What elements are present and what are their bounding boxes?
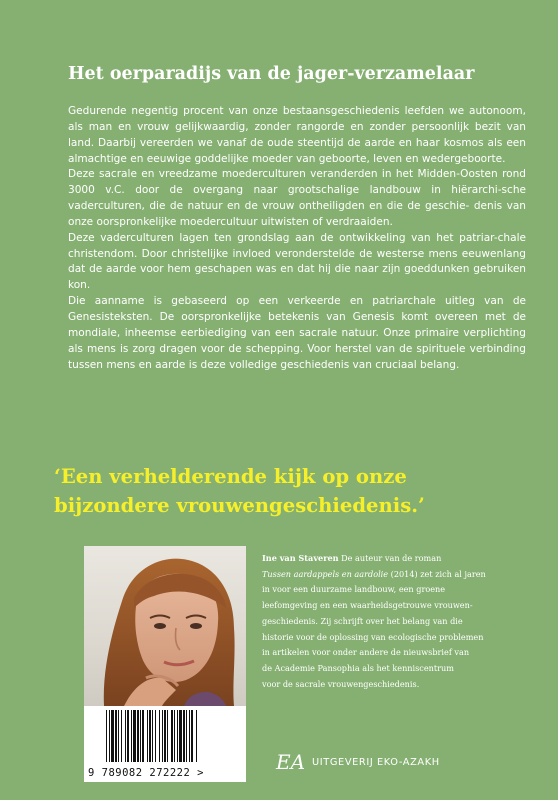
text-line: chale christendom. Door christelijke invloed veronderstelde de westerse mens [68,231,526,260]
author-name: Ine van Staveren [262,553,339,563]
author-bio [262,551,524,692]
bio-line: leefomgeving en een waarheidsgetrouwe vrouwen- [262,600,473,611]
text-line: de aarde en haar kosmos als een almachtige en eeuwige goddelijke moeder [68,136,526,165]
barcode-bar [106,710,107,762]
bio-line: de Academie Pansophia als het kenniscentrum [262,662,454,673]
barcode-bar [149,710,151,762]
barcode-bar [147,710,148,762]
barcode-bar [191,710,193,762]
barcode-bar [127,710,129,762]
barcode-bar [140,710,141,762]
barcode [84,706,246,782]
barcode-bar [125,710,126,762]
text-line: spirituele verbinding tussen mens en aarde is deze volledige geschiedenis [68,342,526,371]
text-line: Die aanname is gebaseerd op een verkeerde en patriarchale uitleg van de [68,295,526,308]
text-line: Deze vaderculturen lagen ten grondslag aan de ontwikkeling van het patriar- [68,231,498,244]
publisher-name: UITGEVERIJ EKO-AZAKH [312,757,440,768]
bio-line [262,551,524,567]
barcode-bar [167,710,168,762]
barcode-bar [121,710,122,762]
text-line: de mondiale, inheemse eerbiediging van een sacrale natuur. Onze primaire [68,310,526,339]
text-line: van cruciaal belang. [352,358,460,371]
barcode-bar [152,710,153,762]
text-line: denis van onze oorspronkelijke moedercultuur uitwisten of verdraaiden. [68,200,526,228]
bio-line: geschiedenis. Zij schrijft over het belang van die [262,615,463,626]
barcode-bar [118,710,119,762]
barcode-bar [133,710,136,762]
text-line: Genesisteksten. De oorspronkelijke betekenis van Genesis komt overeen met [68,310,506,323]
barcode-bar [142,710,144,762]
publisher-logo [276,748,306,774]
publisher-logo-mark [276,748,306,774]
text-line: autonoom, als man en vrouw gelijkwaardig, zonder rangorde en zonder [68,105,526,133]
quote-line: ‘Een verhelderende kijk op onze [54,465,407,488]
publisher-logo-text: EA [276,750,306,774]
text-line: sche vaderculturen, die de natuur en de vrouw ontheiligden en die de geschie- [68,184,526,213]
author-portrait-image [84,546,246,706]
author-photo [84,546,246,706]
barcode-bar [171,710,173,762]
bio-line [262,567,524,583]
barcode-bar [131,710,132,762]
barcode-bars [106,710,232,762]
barcode-bar [164,710,166,762]
quote-line: bijzondere vrouwengeschiedenis.’ [54,494,425,517]
description-text [68,104,526,373]
text-line: Gedurende negentig procent van onze bestaansgeschiedenis leefden we [68,105,465,117]
text-line: persoonlijk bezit van land. Daarbij vereerden we vanaf de oude steentijd [68,120,526,149]
barcode-bar [162,710,163,762]
bio-text: De auteur van de roman [338,553,442,563]
book-title: Tussen aardappels en aardolie [262,568,389,579]
barcode-bar [186,710,187,762]
bio-line: in voor een duurzame landbouw, een groene [262,584,446,595]
barcode-bar [183,710,185,762]
barcode-bar [159,710,160,762]
text-line: rond 3000 v.C. door de overgang naar grootschalige landbouw in hiërarchi- [68,168,526,197]
barcode-bar [109,710,110,762]
bio-line: in artikelen voor onder andere de nieuwsbrief van [262,647,470,658]
barcode-bar [189,710,190,762]
bio-text: (2014) zet zich al jaren [388,568,486,579]
bio-line: historie voor de oplossing van ecologische problemen [262,631,484,642]
barcode-bar [155,710,156,762]
barcode-bar [177,710,178,762]
bio-line: voor de sacrale vrouwengeschiedenis. [262,678,420,689]
page-title: Het oerparadijs van de jager-verzamelaar [68,64,475,84]
isbn-number: 9 789082 272222 > [88,767,204,779]
barcode-bar [174,710,175,762]
text-line: Deze sacrale en vreedzame moederculturen veranderden in het Midden-Oosten [68,168,498,181]
barcode-bar [111,710,114,762]
text-line: eeuwenlang dat de aarde voor hem geschapen was en dat hij die naar zijn [68,247,526,276]
barcode-bar [137,710,139,762]
text-line: goeddunken gebruiken kon. [68,263,526,292]
barcode-bar [179,710,182,762]
text-line: verplichting als mens is zorg dragen voor de schepping. Voor herstel van de [68,326,526,355]
barcode-bar [115,710,117,762]
pull-quote [54,462,534,520]
barcode-bar [196,710,197,762]
text-line: van geboorte, leven en wedergeboorte. [295,152,506,165]
